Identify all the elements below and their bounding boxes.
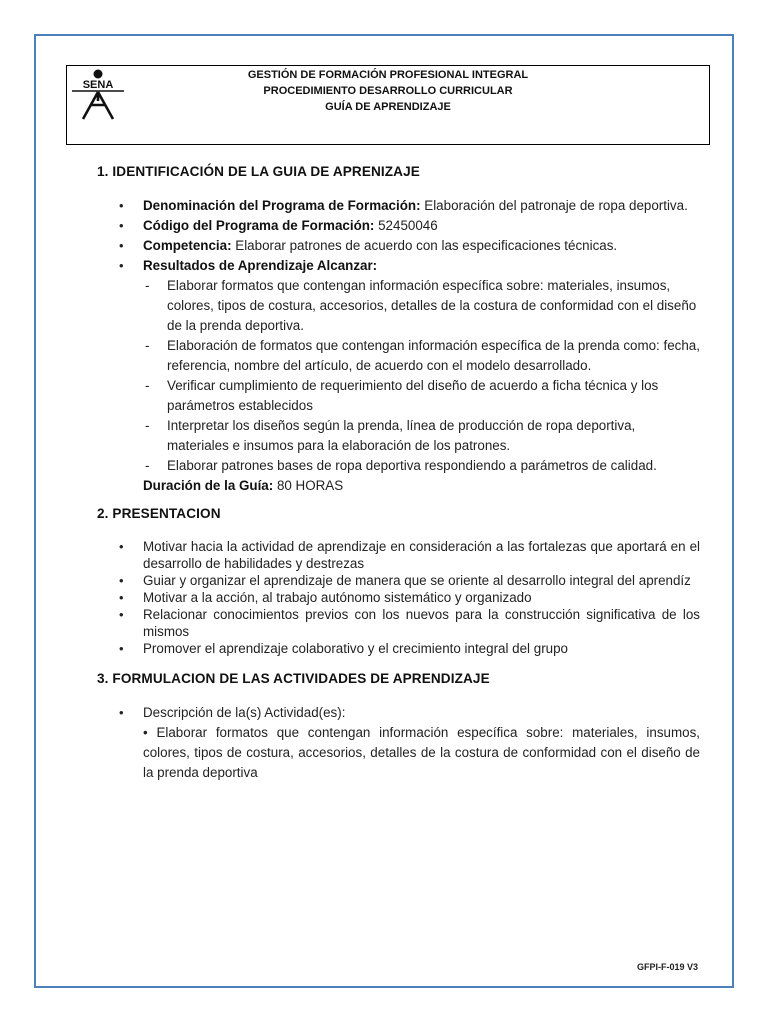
list-item: • Guiar y organizar el aprendizaje de manera que se oriente al desarrollo integral del aprendíz — [119, 573, 691, 588]
code-value: 52450046 — [374, 218, 438, 233]
list-item: • Motivar a la acción, al trabajo autónomo sistemático y organizado — [119, 590, 532, 605]
results-label: Resultados de Aprendizaje Alcanzar: — [143, 258, 378, 273]
activity-description-label: Descripción de la(s) Actividad(es): — [143, 705, 346, 720]
logo-text: SENA — [82, 79, 114, 91]
duration-line — [143, 476, 700, 496]
program-label: Denominación del Programa de Formación: — [143, 198, 421, 213]
form-code: GFPI-F-019 V3 — [636, 962, 698, 972]
duration-value: 80 HORAS — [273, 478, 344, 493]
document-header — [66, 65, 710, 145]
list-item: • Competencia: Elaborar patrones de acuerdo con las especificaciones técnicas. — [119, 238, 618, 253]
competence-value: Elaborar patrones de acuerdo con las especificaciones técnicas. — [231, 238, 618, 253]
result-item: - Elaborar formatos que contengan información específica sobre: materiales, insumos, colores, tipos de costura, accesorios, detalles de la costura de conformidad con el diseño de la prenda deportiva. — [145, 278, 697, 333]
result-item: - Interpretar los diseños según la prenda, línea de producción de ropa deportiva, materiales e insumos para la elaboración de los patrones. — [145, 418, 636, 453]
activities-list — [97, 703, 700, 723]
header-line-3: GUÍA DE APRENDIZAJE — [325, 101, 451, 113]
presentation-list — [97, 538, 700, 657]
list-item: • Código del Programa de Formación: 52450046 — [119, 218, 438, 233]
list-item: • Resultados de Aprendizaje Alcanzar: - Elaborar formatos que contengan información específica sobre: materiales, insumos, colores, tipos de costura, accesorios, detalles de la costura de conformidad con el diseño de la prenda deportiva. - Elaboración de formatos que contengan información específica de la prenda como: fecha, referencia, nombre del artículo, de acuerdo con el modelo desarrollado. - Verificar cumplimiento de requerimiento del diseño de acuerdo a ficha técnica y los parámetros establecidos - Interpretar los diseños según la prenda, línea de producción de ropa deportiva, materiales e insumos para la elaboración de los patrones. - Elaborar patrones bases de ropa deportiva respondiendo a parámetros de calidad. Duración de la Guía: 80 HORAS — [97, 256, 700, 496]
result-item: - Verificar cumplimiento de requerimiento del diseño de acuerdo a ficha técnica y los parámetros establecidos — [145, 378, 659, 413]
list-item: • Motivar hacia la actividad de aprendizaje en consideración a las fortalezas que aportará en el desarrollo de habilidades y destrezas — [119, 539, 700, 571]
duration-label: Duración de la Guía: — [143, 478, 274, 493]
result-item: - Elaborar patrones bases de ropa deportiva respondiendo a parámetros de calidad. — [145, 458, 657, 473]
identification-list — [97, 196, 700, 496]
activity-description-text: • Elaborar formatos que contengan información específica sobre: materiales, insumos, colores, tipos de costura, accesorios, detalles de la costura de conformidad con el diseño de la prenda deportiva — [143, 725, 700, 780]
competence-label: Competencia: — [143, 238, 232, 253]
section-1-title: 1. IDENTIFICACIÓN DE LA GUIA DE APRENIZAJE — [97, 164, 420, 179]
section-3-title: 3. FORMULACION DE LAS ACTIVIDADES DE APRENDIZAJE — [97, 671, 490, 686]
list-item: • Descripción de la(s) Actividad(es): — [119, 705, 346, 720]
header-line-1: GESTIÓN DE FORMACIÓN PROFESIONAL INTEGRAL — [247, 69, 529, 81]
section-2-title: 2. PRESENTACION — [97, 506, 221, 521]
results-list — [143, 276, 700, 476]
program-value: Elaboración del patronaje de ropa deportiva. — [420, 198, 688, 213]
list-item: • Relacionar conocimientos previos con los nuevos para la construcción significativa de los mismos — [119, 607, 700, 639]
result-item: - Elaboración de formatos que contengan información específica de la prenda como: fecha, referencia, nombre del artículo, de acuerdo con el modelo desarrollado. — [145, 338, 700, 373]
list-item: • Denominación del Programa de Formación: Elaboración del patronaje de ropa deportiva. — [119, 198, 688, 213]
code-label: Código del Programa de Formación: — [143, 218, 375, 233]
document-body — [97, 162, 700, 783]
list-item: • Promover el aprendizaje colaborativo y el crecimiento integral del grupo — [119, 641, 569, 656]
header-line-2: PROCEDIMIENTO DESARROLLO CURRICULAR — [263, 85, 513, 97]
